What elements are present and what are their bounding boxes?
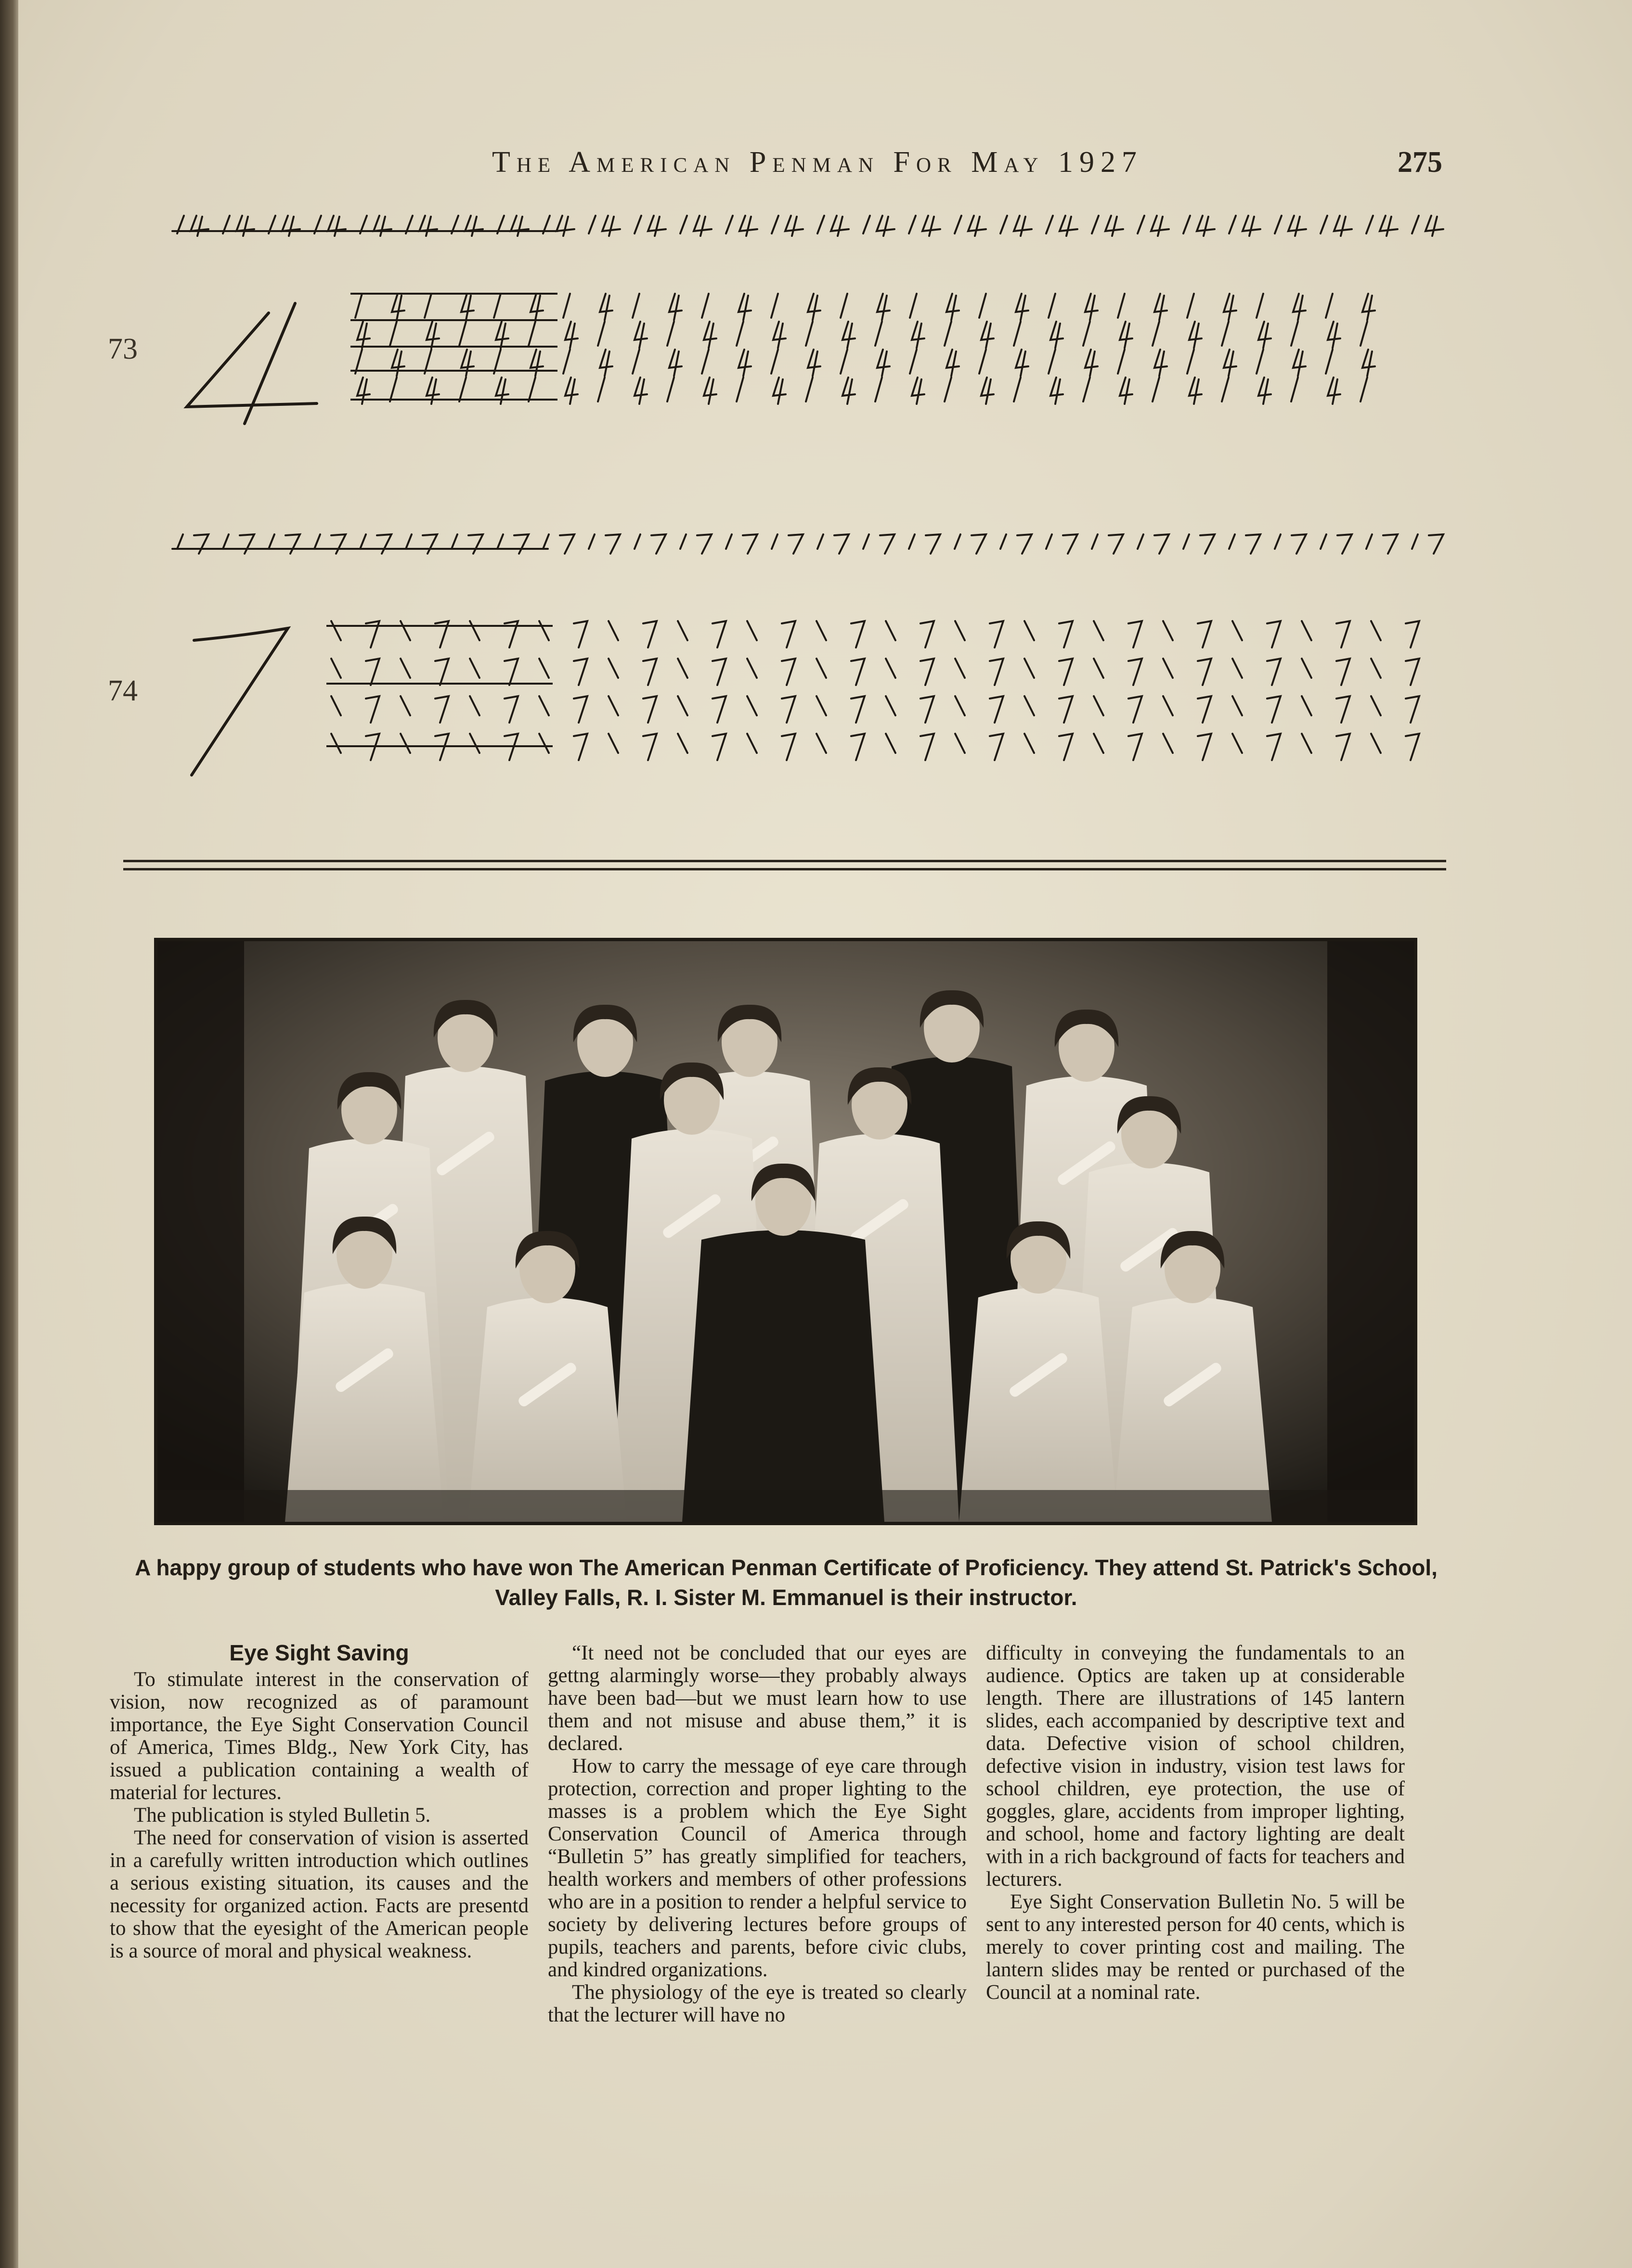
book-spine-shadow xyxy=(0,0,18,2268)
photo-caption: A happy group of students who have won The American Penman Certificate of Proficiency. They attend St. Patrick's School, Valley Falls, R. I. Sister M. Emmanuel is their instructor. xyxy=(135,1555,1438,1610)
magazine-page xyxy=(18,0,1632,2268)
paragraph: The physiology of the eye is treated so clearly that the lecturer will have no xyxy=(548,1981,967,2026)
paragraph: difficulty in conveying the fundamentals to an audience. Optics are taken up at considerable length. There are illustrations of 145 lantern slides, each accompanied by descriptive text and data. Defective vision of school children, defective vision in industry, vision test laws for school children, eye protection, the use of goggles, glare, accidents from improper lighting, and school, home and factory lighting are dealt with in a rich background of facts for teachers and lecturers. xyxy=(986,1642,1405,1891)
paragraph: “It need not be concluded that our eyes are gettng alarmingly worse—they probably always have been bad—but we must learn how to use them and not misuse and abuse them,” it is declared. xyxy=(548,1642,967,1755)
article-column-3 xyxy=(986,1642,1405,2004)
article-column-1 xyxy=(110,1642,529,1962)
paragraph: Eye Sight Conservation Bulletin No. 5 will be sent to any interested person for 40 cents, which is merely to cover printing cost and mailing. The lantern slides may be rented or purchased of the Council at a nominal rate. xyxy=(986,1891,1405,2004)
paragraph: To stimulate interest in the conservation of vision, now recognized as of paramount importance, the Eye Sight Conservation Council of America, Times Bldg., New York City, has issued a publication containing a wealth of material for lectures. xyxy=(110,1668,529,1804)
article-column-2 xyxy=(548,1642,967,2026)
group-photo-illustration xyxy=(157,941,1414,1522)
running-title: The American Penman For May 1927 xyxy=(492,146,1143,179)
exercise-number: 73 xyxy=(108,333,138,365)
exercise-number: 74 xyxy=(108,674,138,707)
article-title: Eye Sight Saving xyxy=(229,1640,409,1665)
paragraph: The need for conservation of vision is asserted in a carefully written introduction which outlines a serious existing situation, its causes and the necessity for organized action. Facts are presentd to show that the eyesight of the American people is a source of moral and physical weakness. xyxy=(110,1827,529,1962)
drill-exercise-74 xyxy=(18,530,1632,842)
group-photograph xyxy=(154,938,1417,1525)
paragraph: The publication is styled Bulletin 5. xyxy=(134,1804,431,1827)
section-divider xyxy=(123,860,1446,870)
page-number: 275 xyxy=(1398,146,1442,179)
drill-73-handwriting xyxy=(18,212,1632,525)
drill-exercise-73 xyxy=(18,212,1632,525)
drill-74-handwriting xyxy=(18,530,1632,842)
paragraph: How to carry the message of eye care through protection, correction and proper lighting to the masses is a problem which the Eye Sight Conservation Council of America through “Bulletin 5” has greatly simplified for teachers, health workers and members of other professions who are in a position to render a helpful service to society by delivering lectures before groups of pupils, teachers and parents, before civic clubs, and kindred organizations. xyxy=(548,1755,967,1981)
